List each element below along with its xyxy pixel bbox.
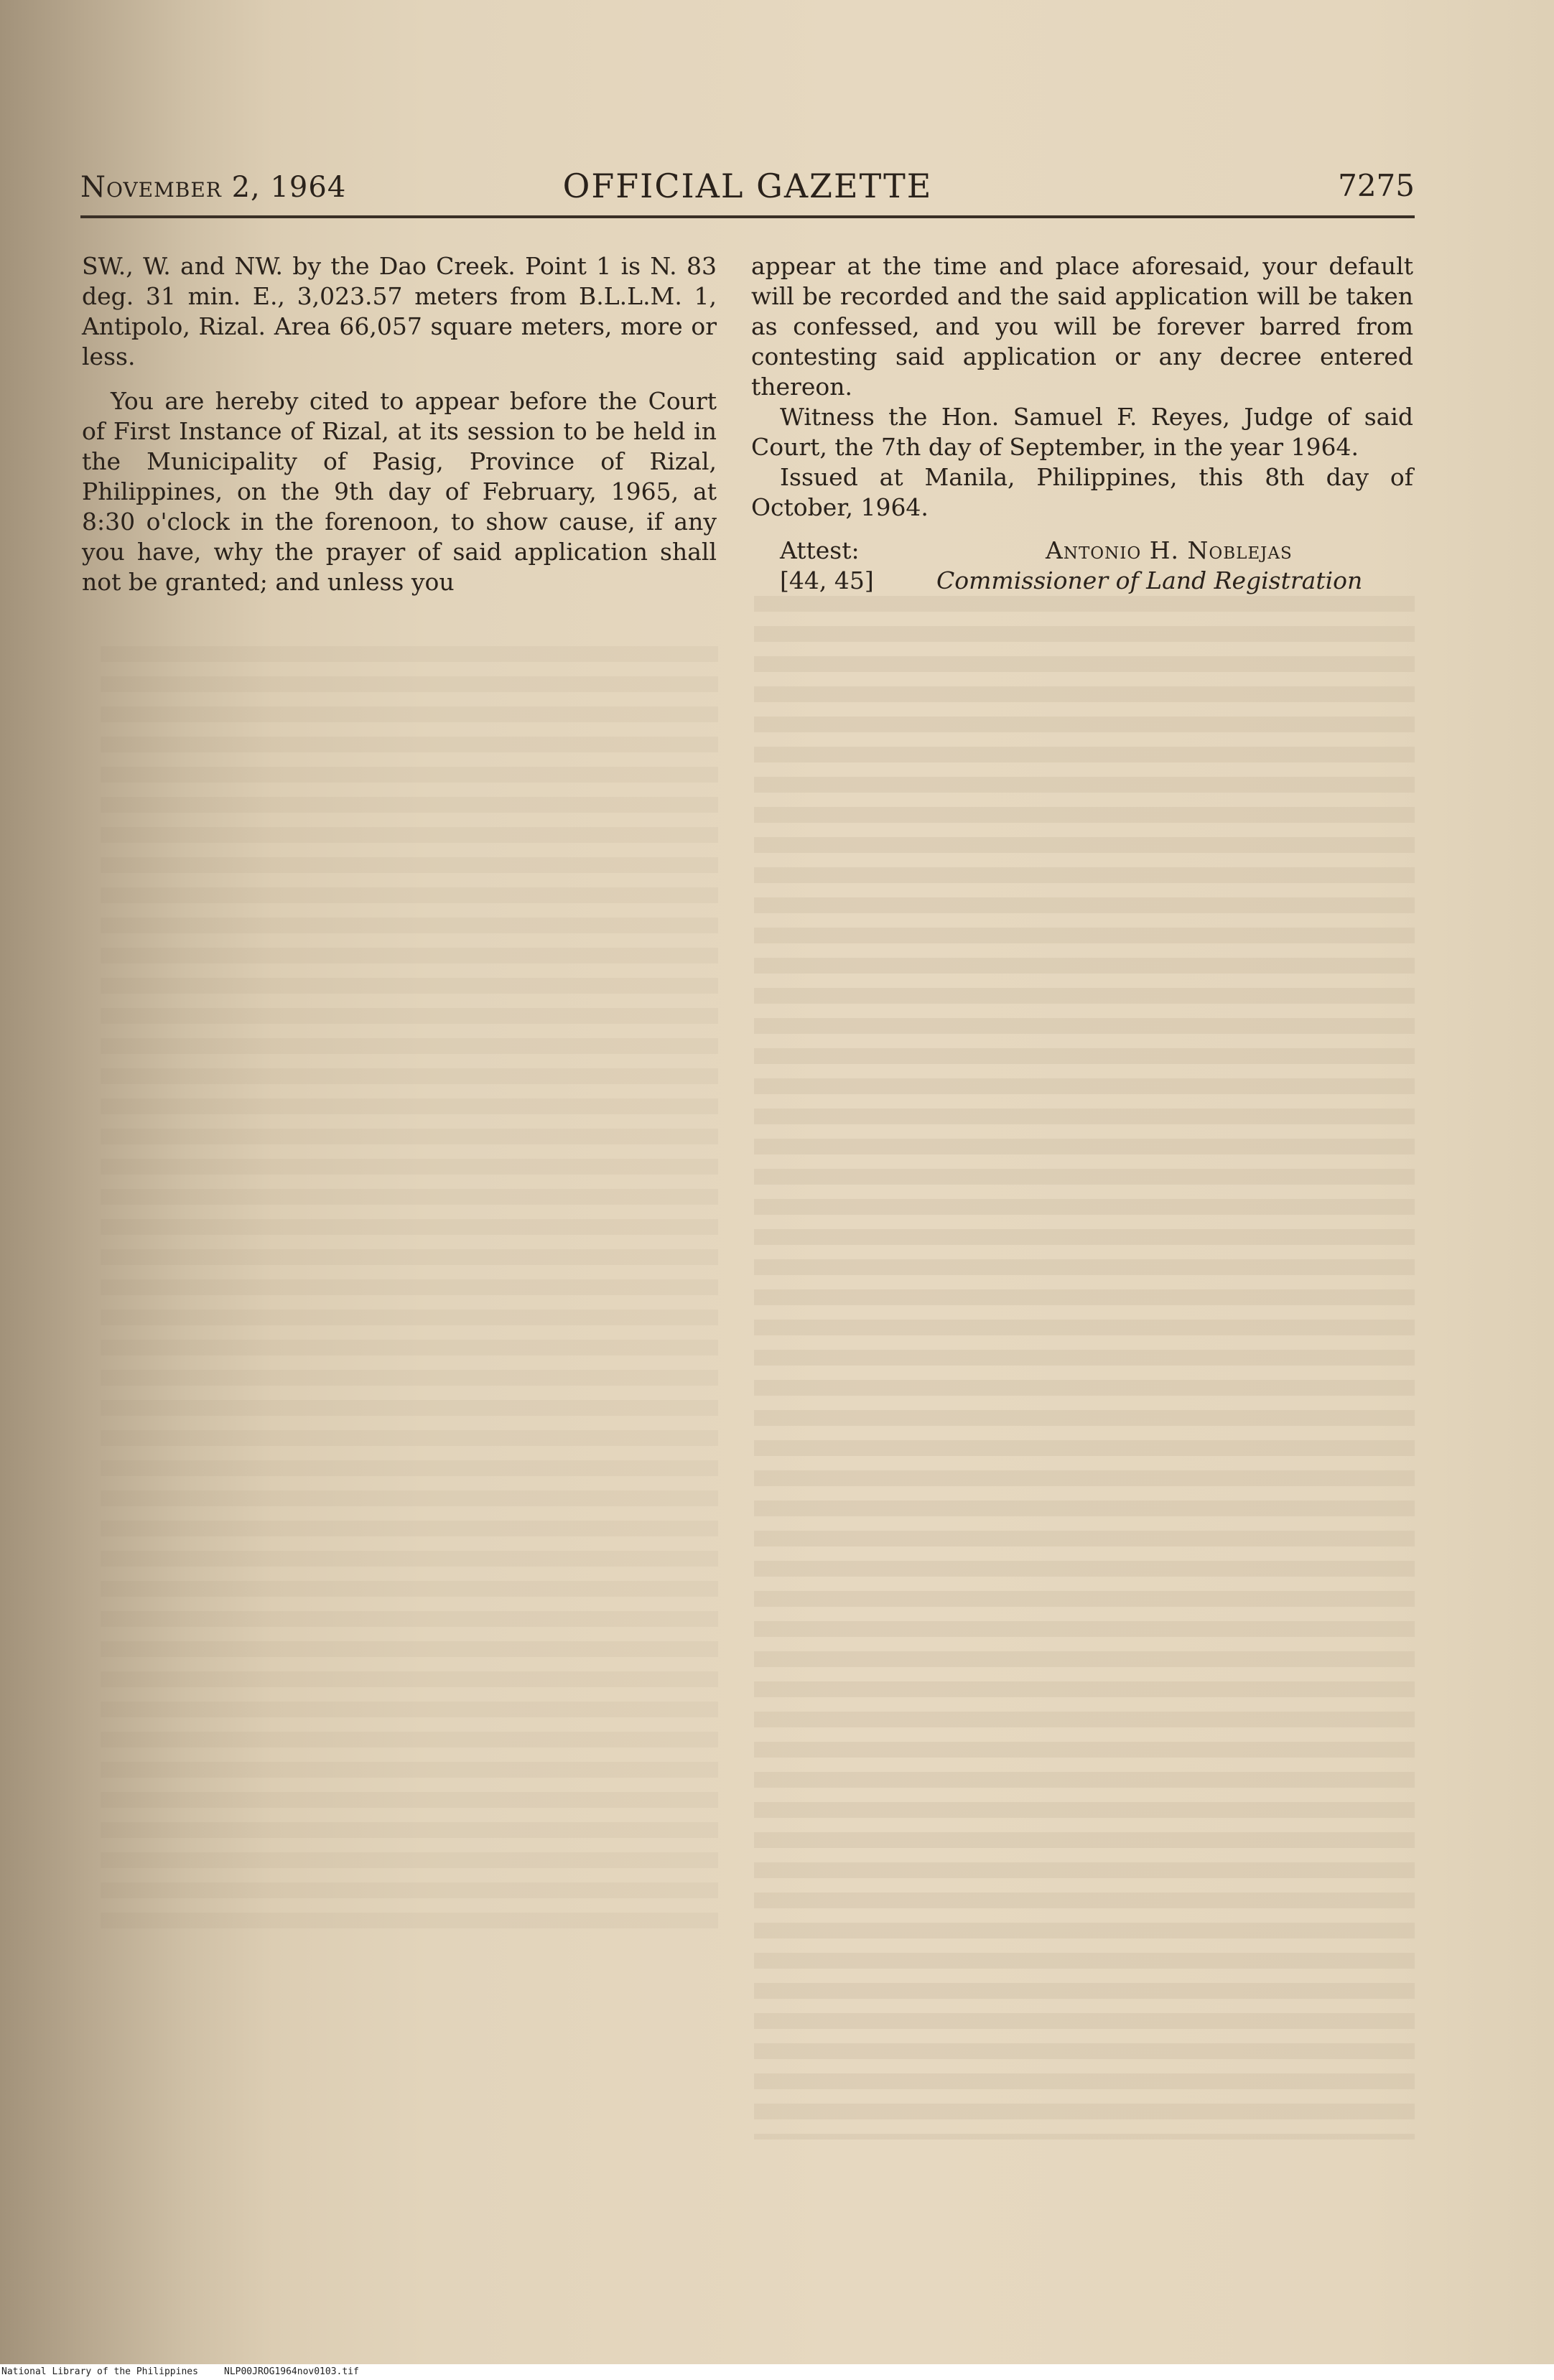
left-paragraph-2: You are hereby cited to appear before the Court of First Instance of Rizal, at its session to be held in the Municipality of Pasig, Province of Rizal, Philippines, on the 9th day of February, 1965, at 8:30 o'clock in the forenoon, to show cause, if any you have, why the prayer of said application shall not be granted; and unless you xyxy=(82,387,717,596)
signatory-name: Antonio H. Noblejas xyxy=(1046,536,1293,564)
left-column xyxy=(82,251,717,597)
right-column xyxy=(751,251,1413,600)
attest-label: Attest: xyxy=(780,536,860,564)
attestation-block xyxy=(751,536,1413,600)
signatory-title: Commissioner of Land Registration xyxy=(936,566,1363,594)
footer-library: National Library of the Philippines xyxy=(1,2366,198,2377)
right-paragraph-3: Issued at Manila, Philippines, this 8th day of October, 1964. xyxy=(751,463,1413,521)
bleed-through-right xyxy=(754,596,1415,2139)
header-rule xyxy=(80,215,1415,218)
left-paragraph-1: SW., W. and NW. by the Dao Creek. Point 1 is N. 83 deg. 31 min. E., 3,023.57 meters from B.L.L.M. 1, Antipolo, Rizal. Area 66,057 square meters, more or less. xyxy=(82,252,717,370)
right-paragraph-2: Witness the Hon. Samuel F. Reyes, Judge of said Court, the 7th day of September, in the year 1964. xyxy=(751,403,1413,461)
footer-filename: NLP00JROG1964nov0103.tif xyxy=(224,2366,359,2377)
scan-footer xyxy=(0,2364,1554,2380)
page-header xyxy=(80,162,1415,207)
right-paragraph-1: appear at the time and place aforesaid, your default will be recorded and the said application will be taken as confessed, and you will be forever barred from contesting said application or any decree entered thereon. xyxy=(751,252,1413,401)
reference-numbers: [44, 45] xyxy=(780,566,874,594)
page-number: 7275 xyxy=(1338,168,1415,203)
header-date: November 2, 1964 xyxy=(80,171,347,204)
bleed-through-left xyxy=(101,646,718,1938)
publication-title: OFFICIAL GAZETTE xyxy=(562,167,933,205)
